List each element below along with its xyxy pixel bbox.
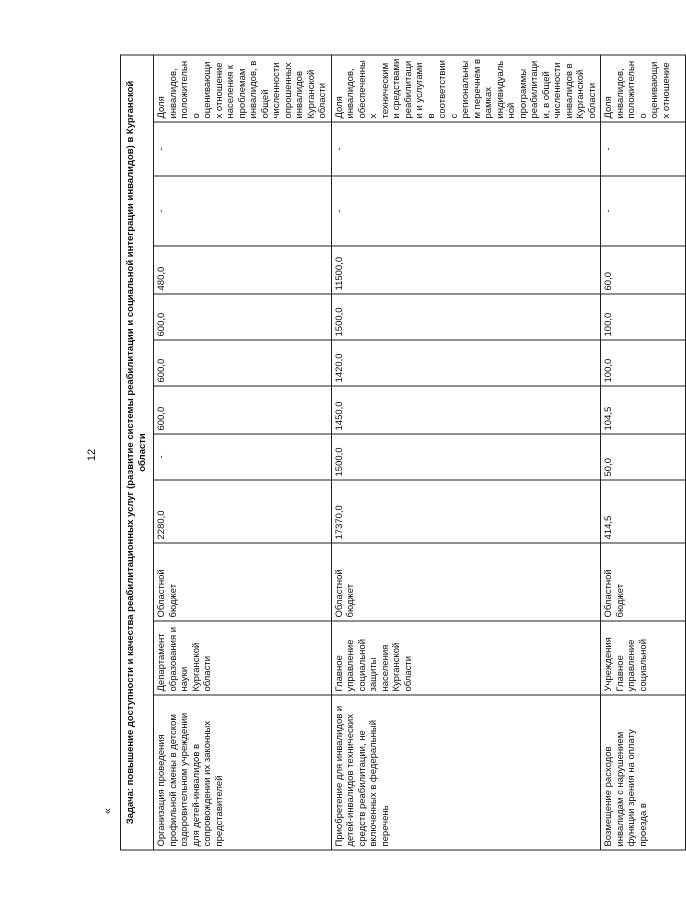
- year-cell: 480,0: [154, 246, 332, 294]
- year-cell: 60,0: [601, 246, 686, 294]
- year-cell: 1420,0: [331, 340, 601, 386]
- total-cell: 414,5: [601, 480, 686, 543]
- indicator-cell: Доля инвалидов, обеспеченных техническими средствами реабилитации и услугами в соответствии с региональным перечнем в рамках индивидуальной программы реабилитации, в общей численности инвалидов в Курганской области: [331, 55, 601, 122]
- year-cell: 600,0: [154, 386, 332, 434]
- year-cell: 600,0: [154, 294, 332, 340]
- year-cell: -: [154, 434, 332, 480]
- executor-cell: Департамент образования и науки Курганской области: [154, 621, 332, 695]
- year-cell: 100,0: [601, 340, 686, 386]
- total-cell: 17370,0: [331, 480, 601, 543]
- year-cell: 100,0: [601, 294, 686, 340]
- measure-cell: Приобретение для инвалидов и детей-инвалидов технических средств реабилитации, не включенных в федеральный перечень: [331, 695, 601, 850]
- table-row: [331, 55, 601, 850]
- year-cell: 600,0: [154, 340, 332, 386]
- task-header-row: [121, 55, 154, 850]
- extra-cell: -: [601, 176, 686, 246]
- year-cell: 104,5: [601, 386, 686, 434]
- extra-cell: -: [331, 122, 601, 176]
- measure-cell: Организация проведения профильной смены в детском оздоровительном учреждении для детей-инвалидов в сопровождении их законных представителей: [154, 695, 332, 850]
- indicator-cell: Доля инвалидов, положительно оценивающих отношение: [601, 55, 686, 122]
- total-cell: 2280,0: [154, 480, 332, 543]
- measure-cell: Возмещение расходов инвалидам с нарушением функции зрения на оплату проезда в: [601, 695, 686, 850]
- table-wrapper: [120, 55, 672, 850]
- extra-cell: -: [154, 176, 332, 246]
- task-title: Задача: повышение доступности и качества реабилитационных услуг (развитие системы реабилитации и социальной интеграции инвалидов) в Курганской области: [121, 55, 154, 850]
- program-measures-table: [120, 54, 686, 850]
- executor-cell: Главное управление социальной защиты населения Курганской области: [331, 621, 601, 695]
- extra-cell: -: [331, 176, 601, 246]
- year-cell: 1500,0: [331, 434, 601, 480]
- table-row: [601, 55, 686, 850]
- indicator-cell: Доля инвалидов, положительно оценивающих отношение населения к проблемам инвалидов, в общей численности опрошенных инвалидов Курганской области: [154, 55, 332, 122]
- funding-source-cell: Областной бюджет: [601, 543, 686, 621]
- year-cell: 50,0: [601, 434, 686, 480]
- extra-cell: -: [601, 122, 686, 176]
- funding-source-cell: Областной бюджет: [154, 543, 332, 621]
- executor-cell: Учреждения Главное управление социальной: [601, 621, 686, 695]
- page-number: 12: [86, 448, 98, 462]
- year-cell: 1450,0: [331, 386, 601, 434]
- extra-cell: -: [154, 122, 332, 176]
- rotated-table-region: [120, 55, 672, 850]
- funding-source-cell: Областной бюджет: [331, 543, 601, 621]
- year-cell: 1500,0: [331, 294, 601, 340]
- opening-quote-mark: «: [102, 807, 114, 815]
- table-row: [154, 55, 332, 850]
- year-cell: 11500,0: [331, 246, 601, 294]
